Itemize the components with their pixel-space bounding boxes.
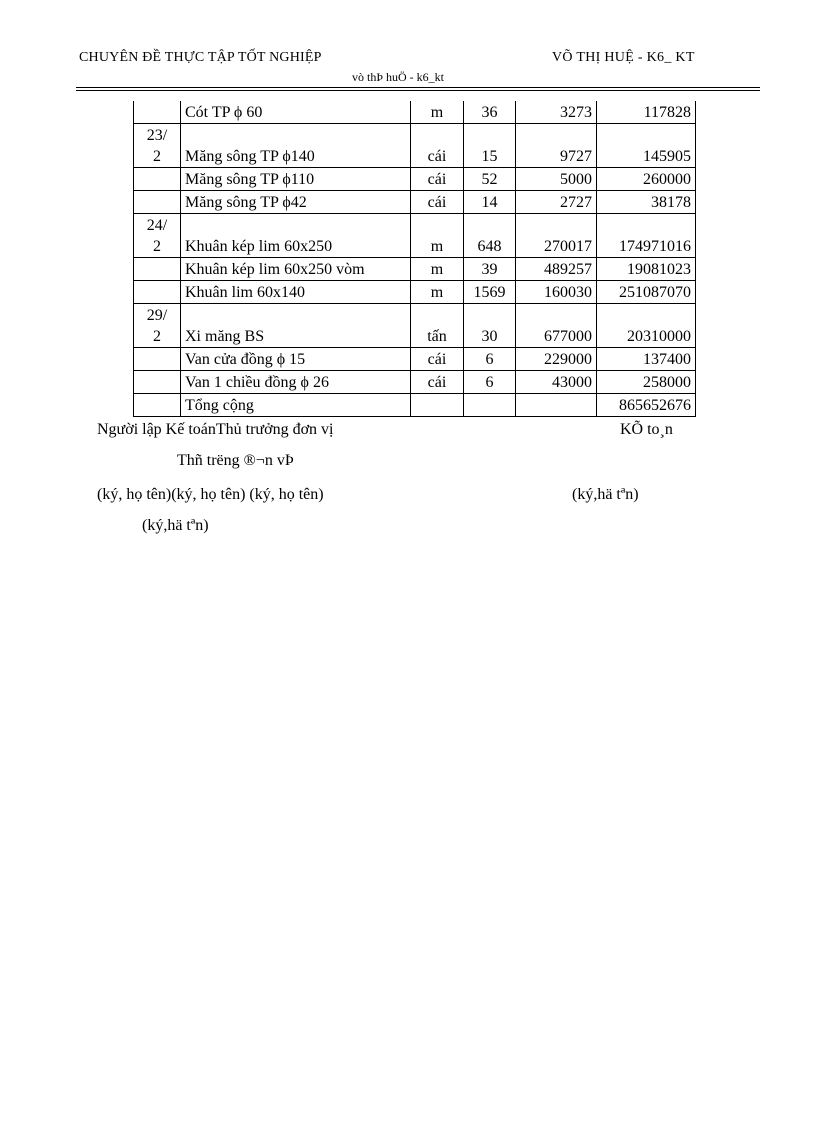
header-author: VÕ THỊ HUỆ - K6_ KT bbox=[552, 50, 695, 65]
row-unit-price: 43000 bbox=[516, 371, 597, 394]
row-unit-price: 270017 bbox=[516, 214, 597, 258]
row-unit: m bbox=[411, 214, 464, 258]
row-quantity bbox=[464, 394, 516, 417]
header-rule-bottom bbox=[76, 90, 760, 91]
row-quantity: 52 bbox=[464, 168, 516, 191]
row-item-name: Van cửa đồng ϕ 15 bbox=[181, 348, 411, 371]
table-row bbox=[134, 168, 696, 191]
row-unit: tấn bbox=[411, 304, 464, 348]
row-unit: m bbox=[411, 281, 464, 304]
row-date bbox=[134, 281, 181, 304]
row-quantity: 14 bbox=[464, 191, 516, 214]
row-unit-price: 160030 bbox=[516, 281, 597, 304]
row-unit-price: 3273 bbox=[516, 101, 597, 124]
row-amount: 258000 bbox=[597, 371, 696, 394]
header-subline: vò thÞ huÖ - k6_kt bbox=[352, 70, 445, 84]
signature-name-placeholder-left: (ký,hä tªn) bbox=[142, 517, 209, 534]
row-unit: m bbox=[411, 101, 464, 124]
row-quantity: 648 bbox=[464, 214, 516, 258]
row-item-name: Van 1 chiều đồng ϕ 26 bbox=[181, 371, 411, 394]
row-date bbox=[134, 348, 181, 371]
signature-name-placeholder-right: (ký,hä tªn) bbox=[572, 486, 639, 503]
row-unit: cái bbox=[411, 168, 464, 191]
table-row bbox=[134, 191, 696, 214]
row-item-name: Măng sông TP ϕ110 bbox=[181, 168, 411, 191]
row-unit: cái bbox=[411, 371, 464, 394]
row-unit-price: 677000 bbox=[516, 304, 597, 348]
row-quantity: 39 bbox=[464, 258, 516, 281]
table-row bbox=[134, 371, 696, 394]
row-quantity: 36 bbox=[464, 101, 516, 124]
row-quantity: 15 bbox=[464, 124, 516, 168]
row-item-name: Khuân kép lim 60x250 bbox=[181, 214, 411, 258]
row-amount: 38178 bbox=[597, 191, 696, 214]
row-item-name: Khuân lim 60x140 bbox=[181, 281, 411, 304]
row-date bbox=[134, 191, 181, 214]
signature-accountant-label: KÕ to¸n bbox=[620, 421, 673, 438]
row-amount: 117828 bbox=[597, 101, 696, 124]
row-amount: 137400 bbox=[597, 348, 696, 371]
row-quantity: 6 bbox=[464, 371, 516, 394]
row-amount: 145905 bbox=[597, 124, 696, 168]
row-item-name: Khuân kép lim 60x250 vòm bbox=[181, 258, 411, 281]
header-title: CHUYÊN ĐỀ THỰC TẬP TỐT NGHIỆP bbox=[79, 50, 322, 65]
row-amount: 865652676 bbox=[597, 394, 696, 417]
row-unit: cái bbox=[411, 124, 464, 168]
row-item-name: Măng sông TP ϕ42 bbox=[181, 191, 411, 214]
row-unit bbox=[411, 394, 464, 417]
row-date bbox=[134, 101, 181, 124]
row-date bbox=[134, 371, 181, 394]
row-unit-price: 2727 bbox=[516, 191, 597, 214]
signature-roles-line: Người lập Kế toánThủ trưởng đơn vị bbox=[97, 421, 334, 438]
row-amount: 20310000 bbox=[597, 304, 696, 348]
table-row bbox=[134, 101, 696, 124]
row-item-name: Măng sông TP ϕ140 bbox=[181, 124, 411, 168]
table-row bbox=[134, 124, 696, 168]
row-unit-price: 489257 bbox=[516, 258, 597, 281]
row-unit: cái bbox=[411, 191, 464, 214]
table-row bbox=[134, 348, 696, 371]
row-date: 24/ 2 bbox=[134, 214, 181, 258]
table-row bbox=[134, 281, 696, 304]
row-quantity: 6 bbox=[464, 348, 516, 371]
row-quantity: 1569 bbox=[464, 281, 516, 304]
row-unit: cái bbox=[411, 348, 464, 371]
row-amount: 19081023 bbox=[597, 258, 696, 281]
row-unit-price: 9727 bbox=[516, 124, 597, 168]
row-unit-price bbox=[516, 394, 597, 417]
row-amount: 260000 bbox=[597, 168, 696, 191]
row-item-name: Xi măng BS bbox=[181, 304, 411, 348]
row-item-name: Cót TP ϕ 60 bbox=[181, 101, 411, 124]
table-row bbox=[134, 258, 696, 281]
signature-director-label: Thñ trëng ®¬n vÞ bbox=[177, 452, 294, 469]
materials-table bbox=[133, 101, 696, 417]
row-date bbox=[134, 168, 181, 191]
row-item-name: Tổng cộng bbox=[181, 394, 411, 417]
row-unit-price: 5000 bbox=[516, 168, 597, 191]
table-row bbox=[134, 304, 696, 348]
row-date: 23/ 2 bbox=[134, 124, 181, 168]
row-unit-price: 229000 bbox=[516, 348, 597, 371]
row-unit: m bbox=[411, 258, 464, 281]
header-rule-top bbox=[76, 87, 760, 88]
row-amount: 174971016 bbox=[597, 214, 696, 258]
table-row bbox=[134, 214, 696, 258]
row-amount: 251087070 bbox=[597, 281, 696, 304]
total-row bbox=[134, 394, 696, 417]
row-date: 29/ 2 bbox=[134, 304, 181, 348]
row-date bbox=[134, 258, 181, 281]
row-quantity: 30 bbox=[464, 304, 516, 348]
row-date bbox=[134, 394, 181, 417]
signature-name-placeholders: (ký, họ tên)(ký, họ tên) (ký, họ tên) bbox=[97, 486, 324, 503]
